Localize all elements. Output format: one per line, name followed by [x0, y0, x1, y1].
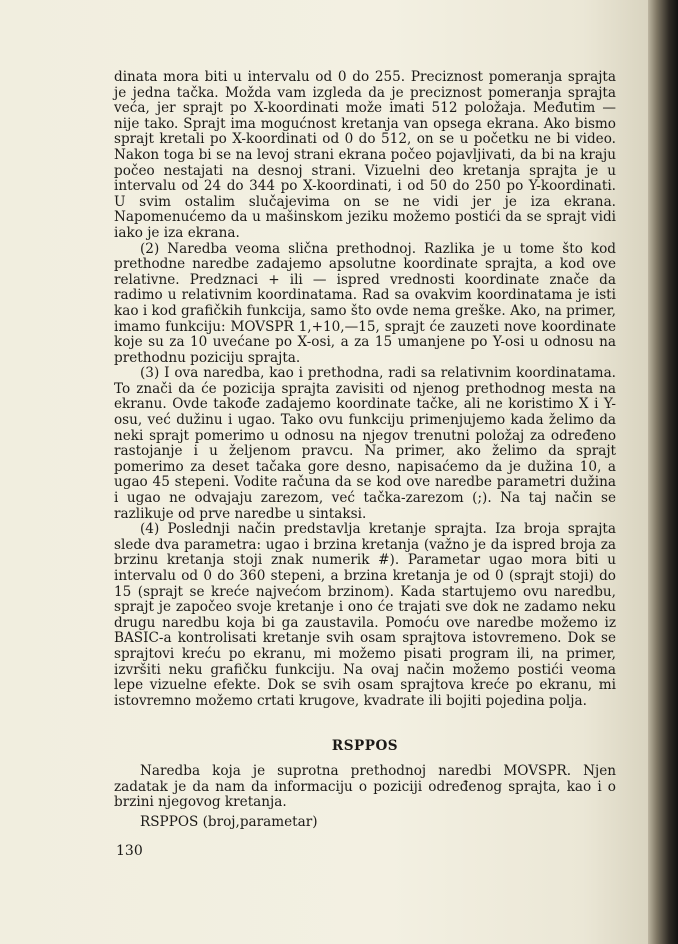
- section-heading: RSPPOS: [331, 738, 399, 755]
- paragraph-3: (3) I ova naredba, kao i prethodna, radi sa relativnim koordinatama. To znači da će pozicija sprajta zavisiti od njenog prethodnog mesta na ekranu. Ovde takođe zadajemo koordinate tačke, ali ne koristimo X i Y-osu, već dužinu i ugao. Tako ovu funkciju primenjujemo kada želimo da neki sprajt pomerimo u odnosu na njegov trenutni položaj za određeno rastojanje i u željenom pravcu. Na primer, ako želimo da sprajt pomerimo za deset tačaka gore desno, napisaćemo da je dužina 10, a ugao 45 stepeni. Vodite računa da se kod ove naredbe parametri dužina i ugao ne odvajaju zarezom, već tačka-zarezom (;). Na taj način se razlikuje od prve naredbe u sintaksi.: [114, 365, 616, 522]
- page-number: 130: [116, 843, 143, 859]
- section-paragraph: Naredba koja je suprotna prethodnoj naredbi MOVSPR. Njen zadatak je da nam da informaciju o poziciji određenog sprajta, kao i o brzini njegovog kretanja.: [114, 762, 616, 811]
- paragraph-2: (2) Naredba veoma slična prethodnoj. Razlika je u tome što kod prethodne naredbe zadajemo apsolutne koordinate sprajta, a kod ove relativne. Predznaci + ili — ispred vrednosti koordinate znače da radimo u relativnim koordinatama. Rad sa ovakvim koordinatama je isti kao i kod grafičkih funkcija, samo što ovde nema greške. Ako, na primer, imamo funkciju: MOVSPR 1,+10,—15, sprajt će zauzeti nove koordinate koje su za 10 uvećane po X-osi, a za 15 umanjene po Y-osi u odnosu na prethodnu poziciju sprajta.: [114, 240, 616, 366]
- paragraph-continued: dinata mora biti u intervalu od 0 do 255. Preciznost pomeranja sprajta je jedna tačka. Možda vam izgleda da je preciznost pomeranja sprajta veća, jer sprajt po X-koordinati može imati 512 položaja. Međutim — nije tako. Sprajt ima mogućnost kretanja van opsega ekrana. Ako bismo sprajt kretali po X-koordinati od 0 do 512, on se u početku ne bi video. Nakon toga bi se na levoj strani ekrana počeo pojavljivati, da bi na kraju počeo nestajati na desnoj strani. Vizuelni deo kretanja sprajta je u intervalu od 24 do 344 po X-koordinati, i od 50 do 250 po Y-koordinati. U svim ostalim slučajevima on se ne vidi jer je iza ekrana. Napomenućemo da u mašinskom jeziku možemo postići da se sprajt vidi iako je iza ekrana.: [114, 69, 616, 241]
- book-spine-shadow: [648, 0, 678, 944]
- syntax-line: RSPPOS (broj,parametar): [140, 813, 318, 830]
- paragraph-4: (4) Poslednji način predstavlja kretanje sprajta. Iza broja sprajta slede dva parametra: ugao i brzina kretanja (važno je da ispred broja za brzinu kretanja stoji znak numerik #). Parametar ugao mora biti u intervalu od 0 do 360 stepeni, a brzina kretanja je od 0 (sprajt stoji) do 15 (sprajt se kreće najvećom brzinom). Kada startujemo ovu naredbu, sprajt je započeo svoje kretanje i ono će trajati sve dok ne zadamo neku drugu naredbu koja bi ga zaustavila. Pomoću ove naredbe možemo iz BASIC-a kontrolisati kretanje svih osam sprajtova istovremeno. Dok se sprajtovi kreću po ekranu, mi možemo pisati program ili, na primer, izvršiti neku grafičku funkciju. Na ovaj način možemo postići veoma lepe vizuelne efekte. Dok se svih osam sprajtova kreće po ekranu, mi istovremno možemo crtati krugove, kvadrate ili bojiti pojedina polja.: [114, 521, 616, 709]
- body-text: [114, 70, 616, 830]
